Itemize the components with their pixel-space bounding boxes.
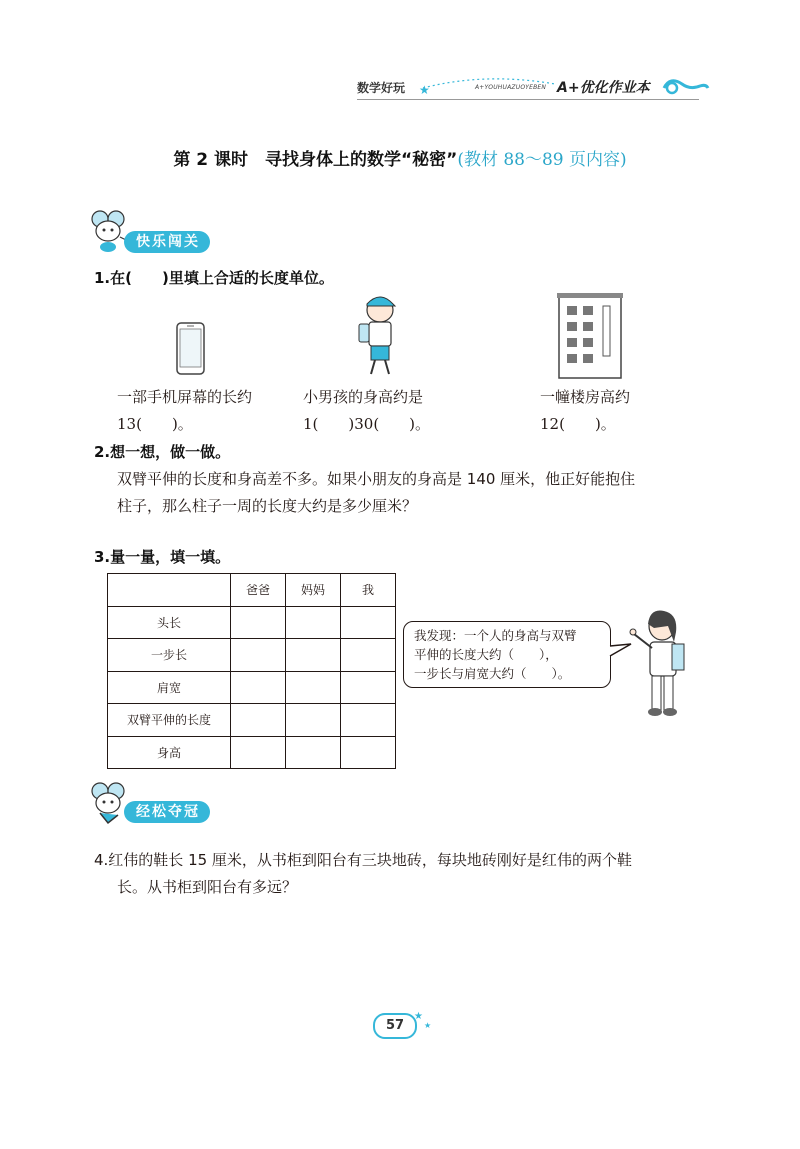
page-number: 57 <box>373 1013 417 1039</box>
lesson-title <box>0 145 800 170</box>
table-row-label: 一步长 <box>108 639 231 672</box>
table-header-row <box>108 574 396 607</box>
header-subtitle: A+YOUHUAZUOYEBEN <box>475 84 547 91</box>
q1-item1-line2: 13( )。 <box>117 415 193 433</box>
table-cell-blank[interactable] <box>231 704 286 737</box>
bubble-line-2: 平伸的长度大约（ ）， <box>414 647 558 662</box>
speech-bubble <box>403 621 611 688</box>
table-cell-blank[interactable] <box>286 704 341 737</box>
table-cell-blank[interactable] <box>231 639 286 672</box>
table-row <box>108 704 396 737</box>
bubble-line-3: 一步长与肩宽大约（ ）。 <box>414 666 571 681</box>
bubble-line-1: 我发现：一个人的身高与双臂 <box>414 628 577 643</box>
section-badge-2: 经松夺冠 <box>124 801 210 823</box>
table-cell-blank[interactable] <box>341 606 396 639</box>
section-badge-1: 快乐闯关 <box>124 231 210 253</box>
table-row-label: 头长 <box>108 606 231 639</box>
table-cell-blank[interactable] <box>341 671 396 704</box>
table-cell-blank[interactable] <box>231 606 286 639</box>
table-cell-blank[interactable] <box>341 704 396 737</box>
header-book-title: A+优化作业本 <box>557 80 650 96</box>
q1-item2-line2: 1( )30( )。 <box>303 415 431 433</box>
q1-prompt: 1.在( )里填上合适的长度单位。 <box>94 269 334 287</box>
svg-text:★: ★ <box>419 83 430 97</box>
table-cell-blank[interactable] <box>231 671 286 704</box>
table-header-cell <box>108 574 231 607</box>
table-row-label: 肩宽 <box>108 671 231 704</box>
phone-icon <box>176 322 206 376</box>
header-section-label: 数学好玩 <box>357 81 406 95</box>
table-row <box>108 639 396 672</box>
lesson-title-sub: (教材 88～89 页内容) <box>457 150 627 170</box>
q1-item3-line2: 12( )。 <box>540 415 616 433</box>
table-header-cell: 我 <box>341 574 396 607</box>
q1-item2-line1: 小男孩的身高约是 <box>303 388 424 406</box>
table-cell-blank[interactable] <box>341 639 396 672</box>
table-row-label: 双臂平伸的长度 <box>108 704 231 737</box>
table-cell-blank[interactable] <box>231 736 286 769</box>
measure-table <box>107 573 396 769</box>
header-rule <box>357 99 699 100</box>
building-icon <box>557 292 623 380</box>
table-row <box>108 606 396 639</box>
girl-illustration <box>624 608 690 720</box>
header-swirl-icon <box>660 76 710 98</box>
star-icon: ★ <box>414 1011 423 1022</box>
q2-prompt: 2.想一想，做一做。 <box>94 443 231 461</box>
lesson-title-main: 第 2 课时 寻找身体上的数学“秘密” <box>173 150 458 170</box>
q2-line1: 双臂平伸的长度和身高差不多。如果小朋友的身高是 140 厘米，他正好能抱住 <box>117 470 636 488</box>
table-row-label: 身高 <box>108 736 231 769</box>
q4-line2: 长。从书柜到阳台有多远？ <box>117 878 298 896</box>
table-header-cell: 妈妈 <box>286 574 341 607</box>
table-row <box>108 671 396 704</box>
table-cell-blank[interactable] <box>341 736 396 769</box>
table-cell-blank[interactable] <box>286 671 341 704</box>
q4-line1: 4.红伟的鞋长 15 厘米，从书柜到阳台有三块地砖，每块地砖刚好是红伟的两个鞋 <box>94 851 632 869</box>
q1-item1-line1: 一部手机屏幕的长约 <box>117 388 253 406</box>
table-cell-blank[interactable] <box>286 606 341 639</box>
table-cell-blank[interactable] <box>286 736 341 769</box>
q2-line2: 柱子，那么柱子一周的长度大约是多少厘米？ <box>117 497 418 515</box>
table-header-cell: 爸爸 <box>231 574 286 607</box>
boy-illustration <box>355 292 405 378</box>
q1-item3-line1: 一幢楼房高约 <box>540 388 631 406</box>
q3-prompt: 3.量一量，填一填。 <box>94 548 231 566</box>
table-row <box>108 736 396 769</box>
table-cell-blank[interactable] <box>286 639 341 672</box>
star-icon: ★ <box>424 1021 432 1030</box>
